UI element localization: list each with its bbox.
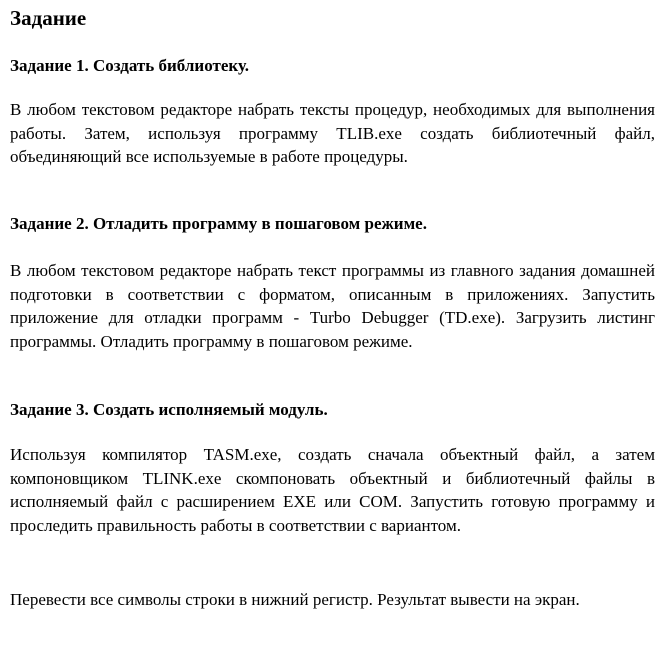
task-1-heading: Задание 1. Создать библиотеку. <box>10 56 249 75</box>
task-3-heading: Задание 3. Создать исполняемый модуль. <box>10 400 328 419</box>
task-3-text: Используя компилятор TASM.exe, создать сначала объектный файл, а затем компоновщиком TLINK.exe скомпоновать объектный и библиотечный файлы в исполняемый файл с расширением EXE или COM. Запустить готовую программу и проследить правильность работы в соответствии с вариантом. <box>10 445 655 535</box>
page-title: Задание <box>10 6 87 30</box>
task-2-text: В любом текстовом редакторе набрать текст программы из главного задания домашней подготовки в соответствии с форматом, описанным в приложениях. Запустить приложение для отладки программ - Turbo Debugger (TD.exe). Загрузить листинг программы. Отладить программу в пошаговом режиме. <box>10 261 655 351</box>
document-body <box>10 0 655 609</box>
task-1-text: В любом текстовом редакторе набрать тексты процедур, необходимых для выполнения работы. Затем, используя программу TLIB.exe создать библиотечный файл, объединяющий все используемые в работе процедуры. <box>10 100 655 166</box>
final-note: Перевести все символы строки в нижний регистр. Результат вывести на экран. <box>10 590 580 609</box>
task-2-heading: Задание 2. Отладить программу в пошаговом режиме. <box>10 214 427 233</box>
